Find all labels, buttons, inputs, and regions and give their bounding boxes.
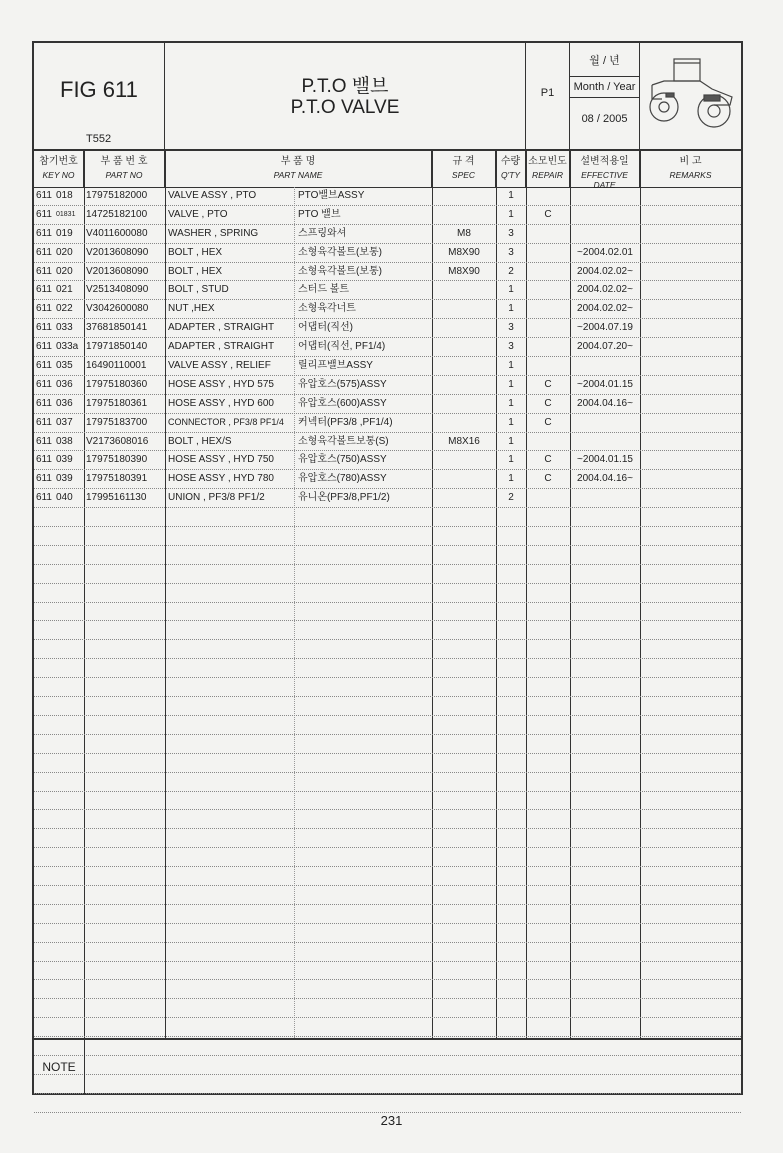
empty-row [34,735,741,754]
table-row [34,206,741,225]
figure-number: FIG 611 [60,77,138,102]
cell-part: V2013608090 [86,246,149,258]
cell-qty: 1 [508,360,514,372]
empty-row [34,905,741,924]
col-repair-ko: 소모빈도 [528,156,567,167]
parts-sheet [32,41,743,1095]
cell-name_en: NUT ,HEX [168,303,215,315]
cell-key: 01831 [56,210,76,218]
cell-qty: 3 [508,341,514,353]
cell-eff: 2004.02.02~ [577,303,633,315]
cell-name_en: UNION , PF3/8 PF1/2 [168,492,265,504]
cell-fig: 611 [36,208,52,220]
cell-part: V4011600080 [86,227,148,239]
cell-name_en: BOLT , STUD [168,284,229,296]
cell-part: 14725182100 [86,208,148,220]
cell-name_en: HOSE ASSY , HYD 750 [168,454,274,466]
table-row [34,225,741,244]
cell-name_ko: PTO 밸브 [298,208,341,220]
empty-row [34,621,741,640]
cell-part: V3042600080 [86,303,149,315]
cell-spec: M8X16 [448,435,480,447]
table-row [34,489,741,508]
cell-qty: 3 [508,246,514,258]
cell-name_ko: 유압호스(575)ASSY [298,378,387,390]
empty-row [34,754,741,773]
col-remarks [640,149,741,187]
table-row [34,187,741,206]
cell-name_ko: 유압호스(780)ASSY [298,473,387,485]
cell-fig: 611 [36,322,52,334]
cell-name_ko: 소형육각볼트(보통) [298,265,382,277]
date-value: 08 / 2005 [581,113,628,125]
cell-qty: 1 [508,284,514,296]
figure-cell [34,43,165,149]
cell-qty: 1 [508,190,514,201]
cell-part: 37681850141 [86,322,148,334]
cell-eff: ~2004.02.01 [577,246,633,258]
table-row [34,338,741,357]
col-effective-date [570,149,640,190]
col-repair-en: REPAIR [531,170,564,180]
page-label: P1 [540,87,555,99]
col-part-name [165,149,432,187]
cell-key: 020 [56,265,73,277]
empty-row [34,659,741,678]
cell-repair: C [544,397,552,409]
cell-qty: 2 [508,265,514,277]
empty-row [34,867,741,886]
cell-name_en: BOLT , HEX [168,265,223,277]
cell-repair: C [544,208,552,220]
cell-name_ko: 커넥터(PF3/8 ,PF1/4) [298,416,393,428]
cell-name_ko: 릴리프밸브ASSY [298,360,373,372]
empty-row [34,584,741,603]
col-part-no [84,149,165,187]
cell-key: 021 [56,284,73,296]
col-key-no-ko: 참기번호 [39,156,78,167]
cell-name_ko: 유압호스(750)ASSY [298,454,387,466]
cell-eff: 2004.02.02~ [577,265,633,277]
cell-fig: 611 [36,416,52,428]
table-row [34,433,741,452]
cell-name_ko: PTO밸브ASSY [298,190,365,201]
cell-part: 17975180360 [86,378,148,390]
cell-eff: ~2004.01.15 [577,454,633,466]
cell-eff: 2004.04.16~ [577,473,633,485]
col-spec [432,149,496,187]
cell-qty: 1 [508,397,514,409]
empty-row [34,546,741,565]
col-spec-ko: 규 격 [452,156,475,167]
cell-name_en: HOSE ASSY , HYD 780 [168,473,274,485]
cell-part: 17975180390 [86,454,148,466]
cell-key: 035 [56,360,73,372]
cell-repair: C [544,378,552,390]
cell-part: 16490110001 [86,360,147,372]
table-row [34,263,741,282]
col-qty [496,149,526,187]
model-code: T552 [86,133,112,145]
empty-row [34,640,741,659]
cell-part: 17971850140 [86,341,148,353]
col-repair [526,149,570,187]
cell-eff: 2004.02.02~ [577,284,633,296]
table-row [34,319,741,338]
cell-fig: 611 [36,246,52,258]
cell-key: 033a [56,341,79,353]
cell-fig: 611 [36,435,52,447]
cell-key: 033 [56,322,73,334]
empty-row [34,565,741,584]
empty-row [34,829,741,848]
tractor-illustration-cell [640,43,741,149]
note-section [34,1038,741,1095]
col-spec-en: SPEC [451,170,476,180]
cell-fig: 611 [36,303,52,315]
empty-row [34,962,741,981]
table-row [34,357,741,376]
empty-row [34,697,741,716]
cell-name_en: ADAPTER , STRAIGHT [168,341,275,353]
date-label-korean: 월 / 년 [589,55,620,67]
tractor-icon [644,49,738,135]
cell-part: 17975182000 [86,190,148,201]
col-remarks-en: REMARKS [669,170,712,180]
empty-row [34,527,741,546]
col-part-name-en: PART NAME [273,170,323,180]
cell-part: V2513408090 [86,284,149,296]
table-row [34,414,741,433]
cell-fig: 611 [36,378,52,390]
cell-name_en: ADAPTER , STRAIGHT [168,322,275,334]
cell-qty: 3 [508,322,514,334]
cell-name_en: VALVE ASSY , PTO [168,190,257,201]
cell-name_ko: 어댑터(직선, PF1/4) [298,341,386,353]
empty-row [34,678,741,697]
cell-key: 036 [56,397,73,409]
table-row [34,281,741,300]
cell-name_en: BOLT , HEX [168,246,223,258]
cell-fig: 611 [36,284,52,296]
cell-eff: 2004.07.20~ [577,341,633,353]
col-key-no-en: KEY NO [42,170,75,180]
cell-key: 019 [56,227,73,239]
col-eff-en: EFFECTIVE DATE [581,170,628,190]
cell-repair: C [544,473,552,485]
page-cell [526,43,570,149]
title-english: P.T.O VALVE [290,97,400,118]
table-row [34,451,741,470]
note-label: NOTE [34,1040,85,1095]
column-header-row [34,149,741,188]
sheet-header [34,43,741,151]
empty-row [34,924,741,943]
empty-row [34,980,741,999]
cell-name_en: WASHER , SPRING [168,227,259,239]
cell-name_ko: 유니온(PF3/8,PF1/2) [298,492,390,504]
cell-name_en: CONNECTOR , PF3/8 PF1/4 [168,416,284,427]
col-part-no-en: PART NO [105,170,143,180]
cell-name_en: HOSE ASSY , HYD 575 [168,378,274,390]
cell-qty: 2 [508,492,514,504]
empty-row [34,1018,741,1037]
empty-row [34,943,741,962]
col-qty-ko: 수량 [500,156,521,167]
empty-row [34,603,741,622]
cell-name_ko: 스프링와셔 [298,227,347,239]
cell-fig: 611 [36,454,52,466]
cell-key: 036 [56,378,73,390]
empty-row [34,848,741,867]
table-row [34,244,741,263]
cell-qty: 1 [508,303,514,315]
cell-fig: 611 [36,190,52,201]
empty-row [34,716,741,735]
cell-name_ko: 어댑터(직선) [298,322,353,334]
cell-part: 17995161130 [86,492,147,504]
col-eff-ko: 설변적용일 [580,156,629,167]
empty-row [34,886,741,905]
cell-key: 020 [56,246,73,258]
cell-name_ko: 유압호스(600)ASSY [298,397,387,409]
cell-qty: 3 [508,227,514,239]
empty-row [34,999,741,1018]
cell-spec: M8 [457,227,471,239]
cell-name_ko: 소형육각볼트보통(S) [298,435,389,447]
empty-row [34,1094,741,1113]
cell-name_en: VALVE ASSY , RELIEF [168,360,271,372]
cell-fig: 611 [36,473,52,485]
date-label-english: Month / Year [570,76,639,98]
cell-qty: 1 [508,208,514,220]
cell-fig: 611 [36,265,52,277]
title-cell [165,43,526,149]
cell-part: 17975183700 [86,416,148,428]
cell-key: 038 [56,435,73,447]
cell-part: V2013608090 [86,265,149,277]
cell-key: 022 [56,303,73,315]
table-row [34,300,741,319]
empty-row [34,792,741,811]
empty-row [34,508,741,527]
cell-spec: M8X90 [448,265,480,277]
cell-name_ko: 소형육각너트 [298,303,356,315]
col-qty-en: Q'TY [500,170,521,180]
cell-qty: 1 [508,473,514,485]
cell-fig: 611 [36,360,52,372]
cell-name_en: VALVE , PTO [168,208,228,220]
cell-fig: 611 [36,397,52,409]
cell-key: 018 [56,190,73,201]
col-part-name-ko: 부 품 명 [280,156,316,167]
cell-eff: 2004.04.16~ [577,397,633,409]
col-key-no [34,149,84,187]
table-row [34,470,741,489]
cell-part: 17975180391 [86,473,148,485]
table-row [34,376,741,395]
cell-name_en: BOLT , HEX/S [168,435,232,447]
cell-repair: C [544,416,552,428]
cell-fig: 611 [36,492,52,504]
cell-eff: ~2004.07.19 [577,322,633,334]
empty-row [34,773,741,792]
cell-repair: C [544,454,552,466]
cell-key: 039 [56,454,73,466]
cell-name_en: HOSE ASSY , HYD 600 [168,397,274,409]
title-korean: P.T.O 밸브 [301,76,389,97]
cell-key: 040 [56,492,73,504]
cell-part: 17975180361 [86,397,148,409]
parts-table-body [34,187,741,1113]
table-row [34,395,741,414]
cell-name_ko: 소형육각볼트(보통) [298,246,382,258]
page-number: 231 [380,1113,403,1128]
cell-qty: 1 [508,378,514,390]
cell-eff: ~2004.01.15 [577,378,633,390]
cell-qty: 1 [508,454,514,466]
cell-key: 037 [56,416,73,428]
cell-key: 039 [56,473,73,485]
col-remarks-ko: 비 고 [679,156,702,167]
col-part-no-ko: 부 품 번 호 [100,156,148,167]
cell-qty: 1 [508,435,514,447]
cell-qty: 1 [508,416,514,428]
cell-part: V2173608016 [86,435,149,447]
empty-row [34,810,741,829]
cell-fig: 611 [36,341,52,353]
cell-fig: 611 [36,227,52,239]
date-cell [570,43,640,149]
cell-name_ko: 스터드 볼트 [298,284,350,296]
cell-spec: M8X90 [448,246,480,258]
